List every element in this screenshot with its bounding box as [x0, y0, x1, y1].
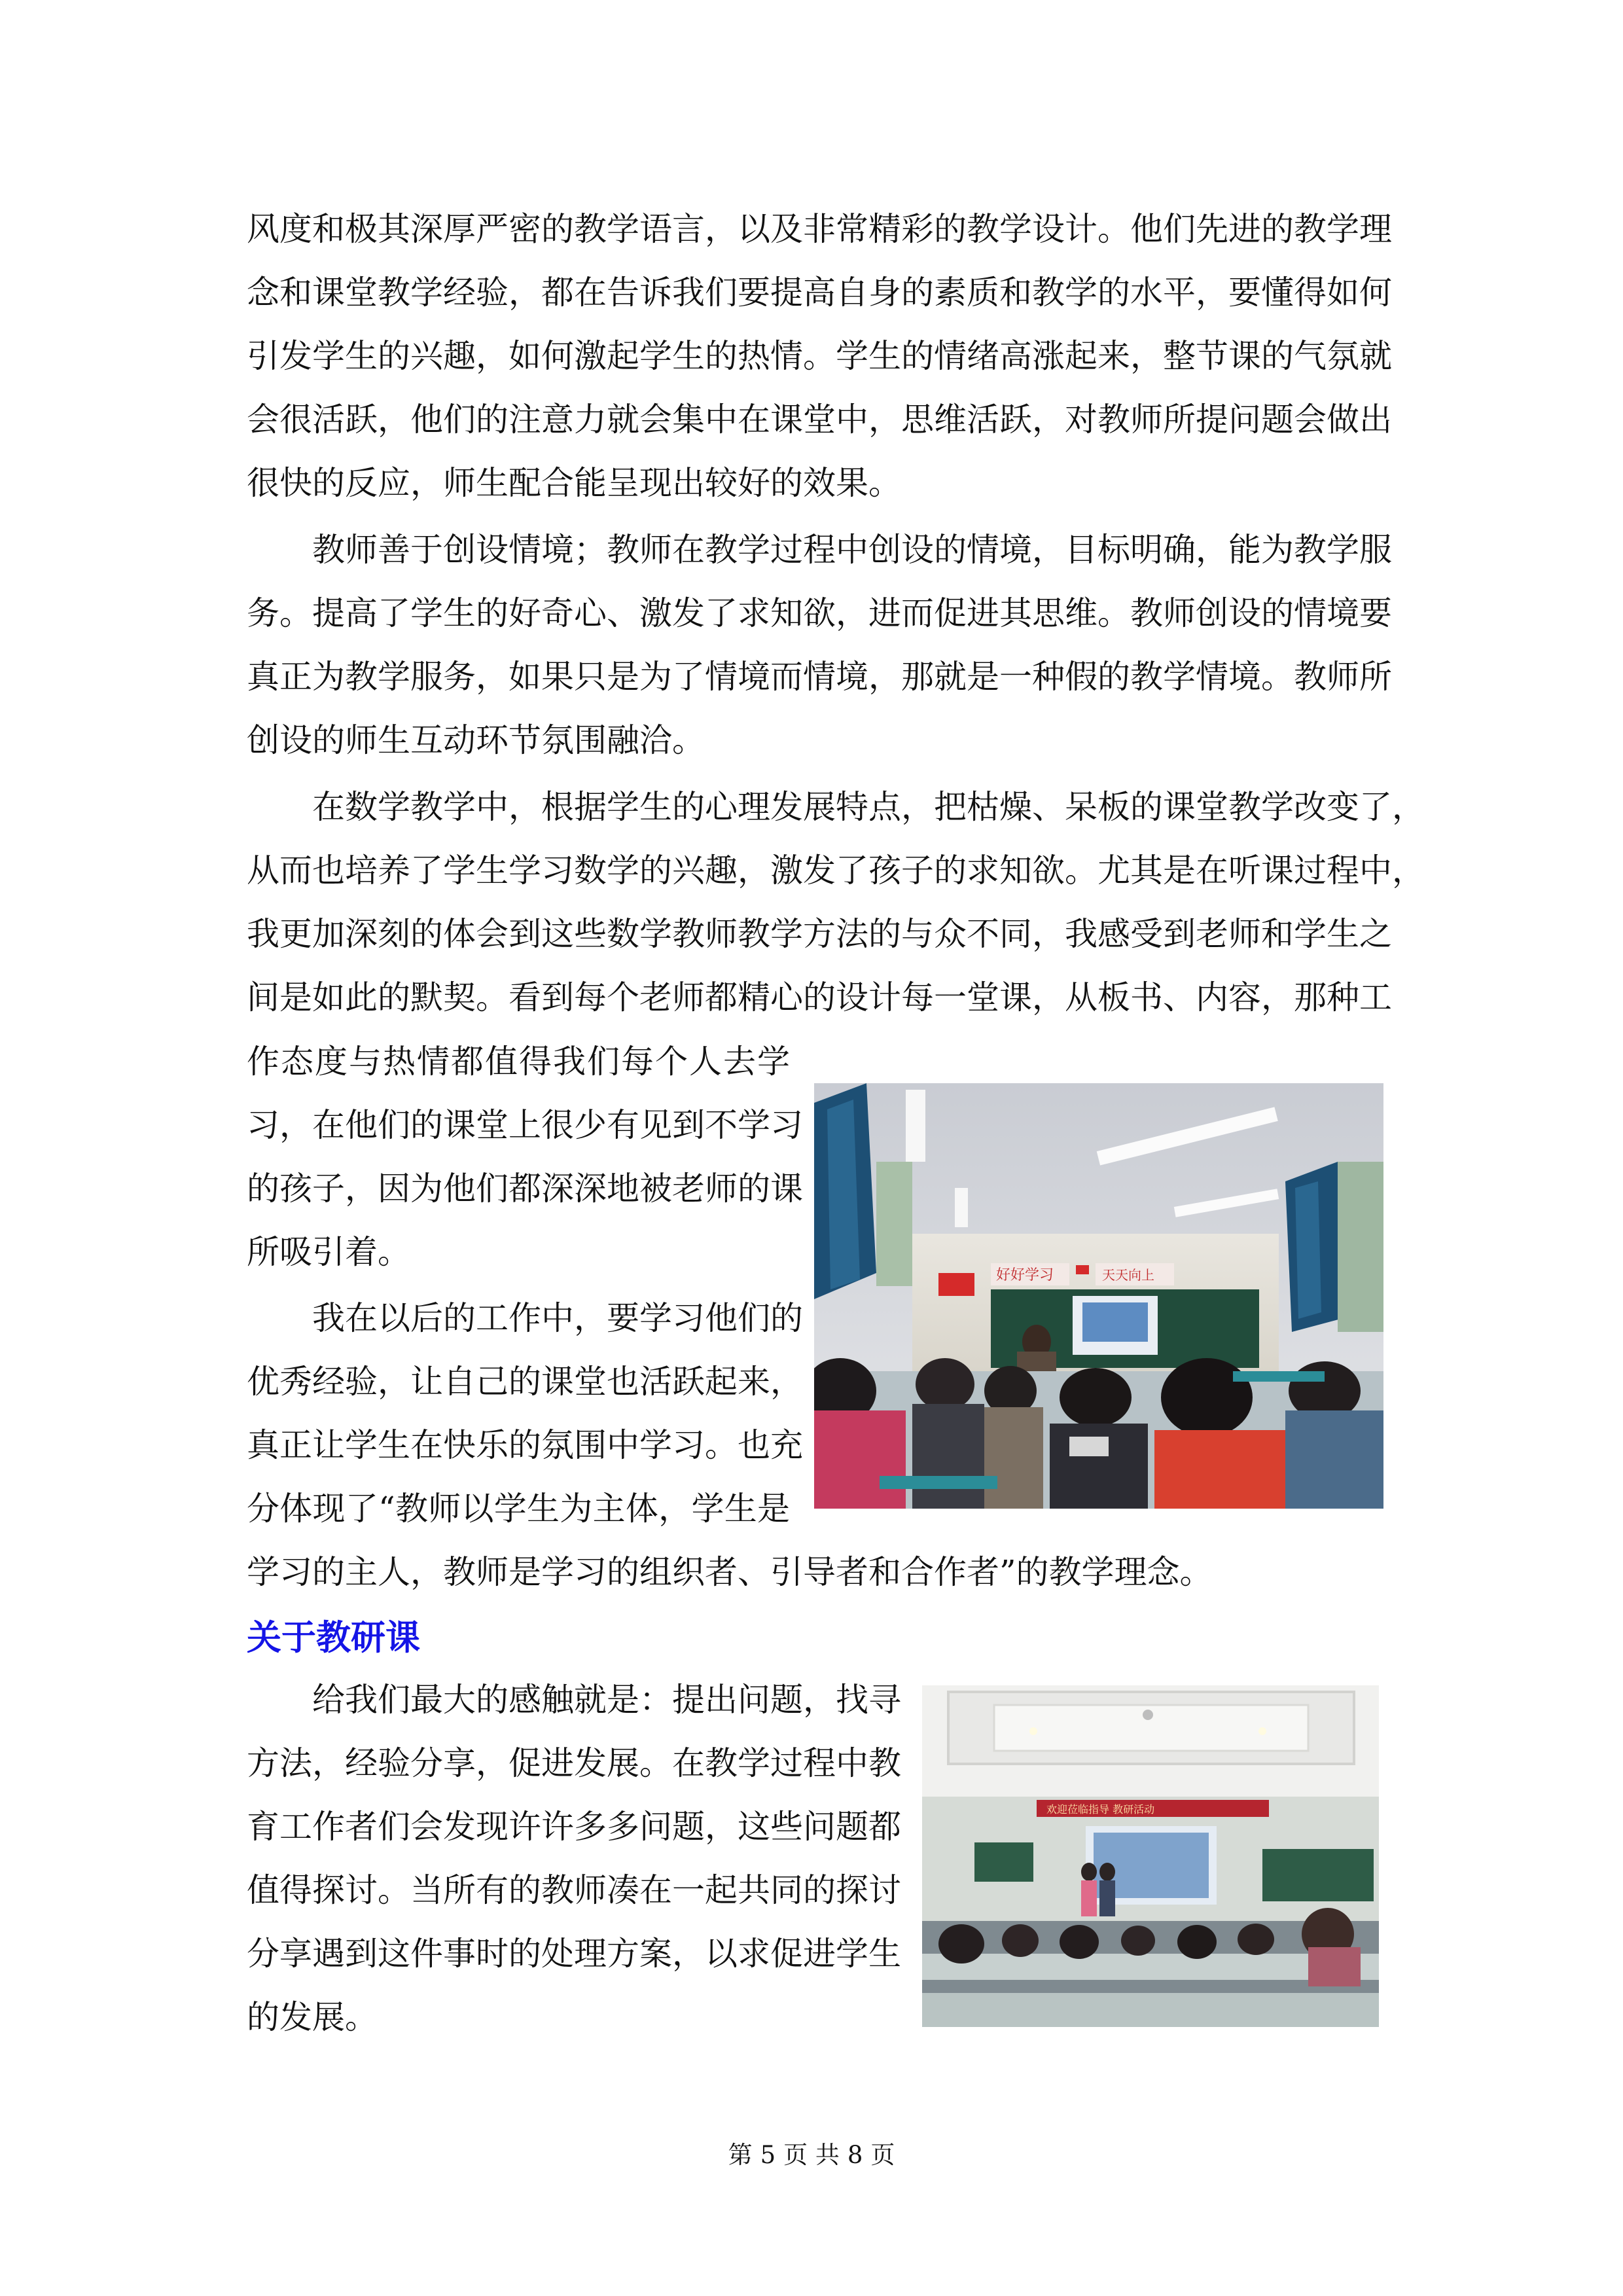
classroom-photo	[814, 1083, 1383, 1509]
paragraph-1-line-3: 引发学生的兴趣，如何激起学生的热情。学生的情绪高涨起来，整节课的气氛就	[247, 337, 1392, 375]
paragraph-4-line-2: 优秀经验，让自己的课堂也活跃起来，	[247, 1363, 803, 1401]
paragraph-1-line-2: 念和课堂教学经验，都在告诉我们要提高自身的素质和教学的水平，要懂得如何	[247, 274, 1392, 312]
meeting-photo-art	[922, 1685, 1379, 2027]
page-footer	[0, 2139, 1623, 2172]
footer-page-number: 5	[760, 2141, 776, 2169]
meeting-photo	[922, 1685, 1379, 2027]
footer-total-pages: 8	[847, 2141, 863, 2169]
paragraph-3-line-4: 间是如此的默契。看到每个老师都精心的设计每一堂课，从板书、内容，那种工	[247, 978, 1392, 1016]
paragraph-3-line-7: 的孩子，因为他们都深深地被老师的课	[247, 1170, 803, 1208]
paragraph-5-line-4: 值得探讨。当所有的教师凑在一起共同的探讨	[247, 1871, 901, 1909]
paragraph-2-line-3: 真正为教学服务，如果只是为了情境而情境，那就是一种假的教学情境。教师所	[247, 658, 1392, 696]
classroom-photo-art	[814, 1083, 1383, 1509]
paragraph-1-line-4: 会很活跃，他们的注意力就会集中在课堂中，思维活跃，对教师所提问题会做出	[247, 401, 1392, 439]
footer-suffix: 页	[870, 2141, 895, 2169]
paragraph-5-line-1: 给我们最大的感触就是：提出问题，找寻	[247, 1681, 901, 1719]
paragraph-3-line-2: 从而也培养了学生学习数学的兴趣，激发了孩子的求知欲。尤其是在听课过程中，	[247, 852, 1425, 889]
paragraph-2-line-4: 创设的师生互动环节氛围融洽。	[247, 721, 705, 759]
paragraph-3-line-6: 习，在他们的课堂上很少有见到不学习	[247, 1106, 803, 1144]
meeting-banner: 欢迎莅临指导 教研活动	[1046, 1803, 1155, 1816]
paragraph-3-line-3: 我更加深刻的体会到这些数学教师教学方法的与众不同，我感受到老师和学生之	[247, 915, 1392, 953]
paragraph-5-line-5: 分享遇到这件事时的处理方案，以求促进学生	[247, 1935, 901, 1973]
classroom-banner-left: 好好学习	[996, 1267, 1054, 1283]
paragraph-1-line-1: 风度和极其深厚严密的教学语言，以及非常精彩的教学设计。他们先进的教学理	[247, 210, 1392, 248]
paragraph-4-line-5: 学习的主人，教师是学习的组织者、引导者和合作者”的教学理念。	[247, 1553, 1213, 1591]
paragraph-3-line-8: 所吸引着。	[247, 1233, 410, 1271]
paragraph-2-line-2: 务。提高了学生的好奇心、激发了求知欲，进而促进其思维。教师创设的情境要	[247, 594, 1392, 632]
paragraph-5-line-3: 育工作者们会发现许许多多问题，这些问题都	[247, 1808, 901, 1846]
paragraph-3-line-1: 在数学教学中，根据学生的心理发展特点，把枯燥、呆板的课堂教学改变了，	[247, 788, 1425, 826]
paragraph-4-line-3: 真正让学生在快乐的氛围中学习。也充	[247, 1426, 803, 1464]
paragraph-3-line-5: 作态度与热情都值得我们每个人去学	[247, 1043, 790, 1081]
classroom-banner-right: 天天向上	[1102, 1267, 1154, 1283]
paragraph-4-line-1: 我在以后的工作中，要学习他们的	[247, 1299, 803, 1337]
paragraph-2-line-1: 教师善于创设情境；教师在教学过程中创设的情境，目标明确，能为教学服	[247, 531, 1392, 569]
section-heading: 关于教研课	[247, 1618, 420, 1658]
paragraph-1-line-5: 很快的反应，师生配合能呈现出较好的效果。	[247, 464, 901, 502]
paragraph-5-line-2: 方法，经验分享，促进发展。在教学过程中教	[247, 1744, 901, 1782]
paragraph-4-line-4: 分体现了“教师以学生为主体，学生是	[247, 1490, 790, 1528]
paragraph-5-line-6: 的发展。	[247, 1998, 378, 2036]
footer-prefix: 第	[728, 2141, 753, 2169]
footer-middle: 页 共	[783, 2141, 840, 2169]
